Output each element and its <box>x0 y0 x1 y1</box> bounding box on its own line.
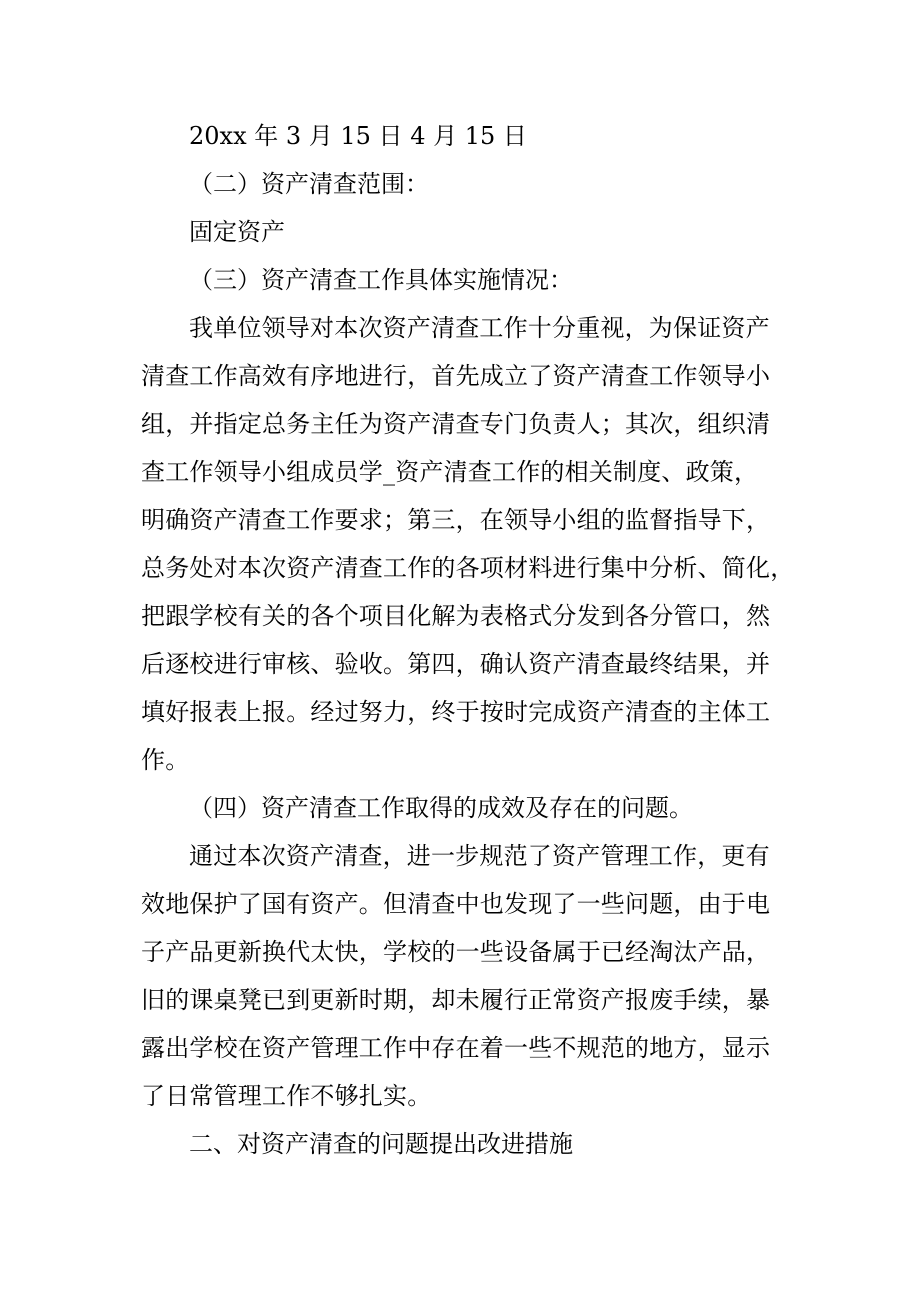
scope-text: 固定资产 <box>189 218 285 246</box>
paragraph-line: 子产品更新换代太快，学校的一些设备属于已经淘汰产品， <box>141 938 771 966</box>
heading-scope: （二）资产清查范围： <box>189 170 429 198</box>
paragraph-line: 通过本次资产清查，进一步规范了资产管理工作，更有 <box>189 842 770 870</box>
paragraph-line: 查工作领导小组成员学_资产清查工作的相关制度、政策， <box>141 458 759 486</box>
heading-results: （四）资产清查工作取得的成效及存在的问题。 <box>189 794 693 822</box>
paragraph-line: 明确资产清查工作要求；第三，在领导小组的监督指导下， <box>141 506 771 534</box>
paragraph-line: 作。 <box>141 746 190 774</box>
heading-implementation: （三）资产清查工作具体实施情况： <box>189 266 573 294</box>
paragraph-line: 我单位领导对本次资产清查工作十分重视，为保证资产 <box>189 314 770 342</box>
results-paragraph <box>141 832 791 1120</box>
paragraph-line: 旧的课桌凳已到更新时期，却未履行正常资产报废手续，暴 <box>141 986 771 1014</box>
section-heading: 二、对资产清查的问题提出改进措施 <box>189 1130 573 1158</box>
paragraph-line: 了日常管理工作不够扎实。 <box>141 1082 432 1110</box>
document-body <box>141 112 795 1168</box>
paragraph-line: 效地保护了国有资产。但清查中也发现了一些问题，由于电 <box>141 890 771 918</box>
paragraph-line: 总务处对本次资产清查工作的各项材料进行集中分析、简化， <box>141 554 795 582</box>
paragraph-line: 露出学校在资产管理工作中存在着一些不规范的地方，显示 <box>141 1034 771 1062</box>
paragraph-line: 组，并指定总务主任为资产清查专门负责人；其次，组织清 <box>141 410 771 438</box>
paragraph-line: 填好报表上报。经过努力，终于按时完成资产清查的主体工 <box>141 698 771 726</box>
paragraph-line: 后逐校进行审核、验收。第四，确认资产清查最终结果，并 <box>141 650 771 678</box>
implementation-paragraph <box>141 304 795 784</box>
paragraph-line: 把跟学校有关的各个项目化解为表格式分发到各分管口，然 <box>141 602 771 630</box>
paragraph-line: 清查工作高效有序地进行，首先成立了资产清查工作领导小 <box>141 362 771 390</box>
date-line: 20xx 年 3 月 15 日 4 月 15 日 <box>189 122 527 150</box>
